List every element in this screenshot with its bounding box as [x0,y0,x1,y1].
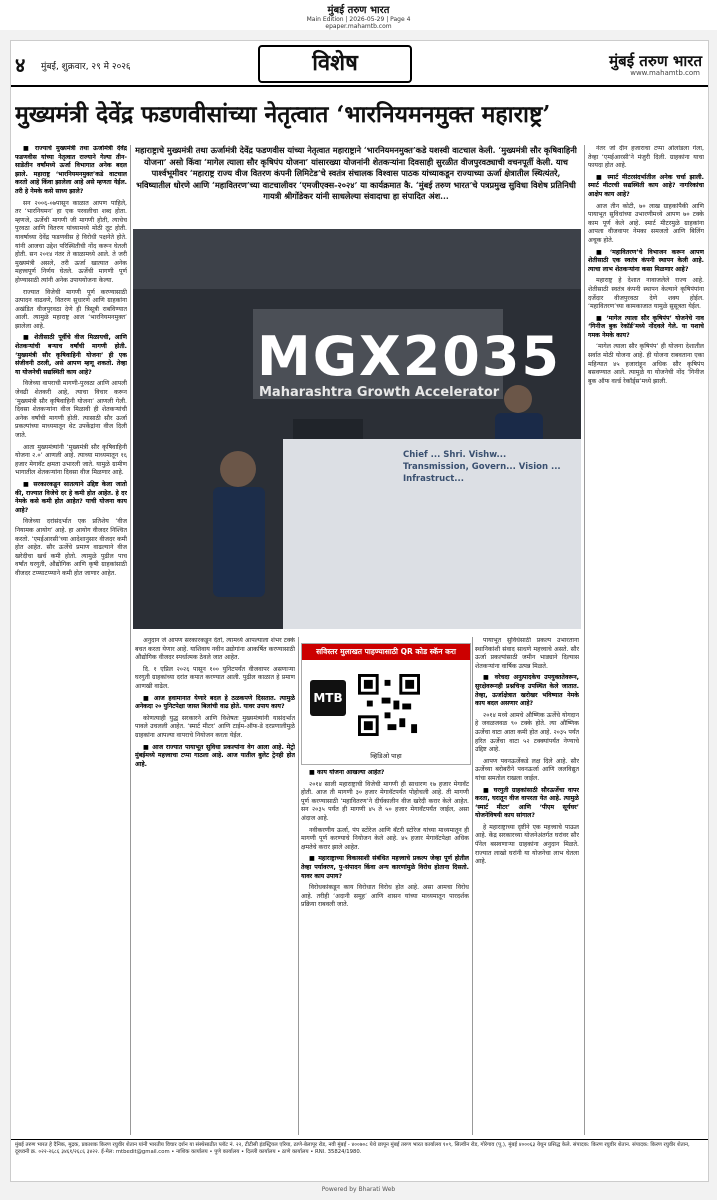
column-divider [584,145,585,1135]
answer-paragraph: ‘मागेल त्याला सौर कृषिपंप’ ही योजना देशातील सर्वात मोठी योजना आहे. ही योजना राबवताना एका महिन्यात ४५ हजारांहून अधिक सौर कृषिपंप बसवण्यात आले. त्यामुळे या योजनेची नोंद ‘गिनीज बुक ऑफ वर्ल्ड रेकॉर्ड्स’मध्ये झाली. [588,343,704,385]
answer-paragraph: नंतर जो दीन हजाराचा टप्पा ओलांडला गेला, तेव्हा ‘एमईआरसी’ने मंजुरी दिली. ग्राहकांना याचा फायदा होत आहे. [588,145,704,170]
date-line: मुंबई, शुक्रवार, २९ मे २०२६ [41,62,131,72]
answer-paragraph: हे महाराष्ट्राच्या दृष्टीने एक महत्त्वाचे पाऊल आहे. केंद्र सरकारच्या योजनेअंतर्गत घरांवर सौर पॅनेल बसवणाऱ्या ग्राहकांना अनुदान मिळते. राज्यात लाखो घरांनी या योजनेचा लाभ घेतला आहे. [475,823,579,866]
page-header [11,41,708,87]
interview-question: ■ स्मार्ट मीटरसंदर्भातील अनेक चर्चा झाली. स्मार्ट मीटरची सद्यस्थिती काय आहे? नागरिकांचा आक्षेप काय आहे? [588,174,704,200]
newspaper-page [10,40,709,1182]
answer-paragraph: महाराष्ट्र हे देशात नावाजलेले राज्य आहे. शेतीसाठी स्वतंत्र कंपनी स्थापन केल्याने कृषिपंपांना दर्जेदार वीजपुरवठा देणे शक्य होईल. ‘महावितरण’च्या कामकाजात यामुळे सुसूत्रता येईल. [588,277,704,311]
answer-paragraph: विजेच्या दरांसंदर्भात एक प्रतिशेय ‘वीज नियामक आयोग’ आहे. हा आयोग वीजदर निश्चित करतो. ‘एमईआरसी’च्या आदेशानुसार वीजदर कमी होत आहेत. सौर ऊर्जेचे प्रमाण वाढल्याने वीज खरेदीचा खर्च कमी होतो. त्यामुळे पुढील पाच वर्षांत घरगुती, औद्योगिक आणि कृषी ग्राहकांसाठी वीजदर टप्प्याटप्प्याने कमी होत जाणार आहेत. [15,518,127,577]
interview-question: ■ सरकारकडून सातत्याने उद्दिष्ट केला जातो की, राज्यात विजेचे दर हे कमी होत आहेत. हे दर नेमके कसे कमी होत आहेत? याची योजना काय आहे? [15,481,127,515]
column-2b [301,769,469,1135]
event-photo [133,229,581,629]
answer-paragraph: २०१४ साली महाराष्ट्राची विजेची मागणी ही साधारण १७ हजार मेगावॅट होती. आज ती मागणी ३० हजार मेगावॅटपर्यंत पोहोचली आहे. ती मागणी पूर्ण करण्यासाठी ‘महावितरण’ने दीर्घकालीन वीज खरेदी करार केले आहेत. सन २०३५ पर्यंत ही मागणी ४५ ते ५० हजार मेगावॅटपर्यंत जाईल, असा अंदाज आहे. [301,780,469,822]
brand-url: www.mahamtb.com [630,69,700,77]
qr-title: सविस्तर मुलाखत पाहण्यासाठी QR कोड स्कॅन करा [302,644,470,660]
qr-caption: व्हिडिओ पाहा [370,752,402,760]
qr-code-icon[interactable] [358,674,420,736]
interview-question: ■ आज राज्यात पायाभूत सुविधा प्रकल्पांना वेग आला आहे. मेट्रो मुंबईमध्ये महत्त्वाचा टप्पा गाठला आहे. आज यातील बुलेट ट्रेनही होत आहे. [135,744,295,770]
column-1 [15,145,127,1135]
viewer-top-bar [0,0,717,30]
event-subtitle: Maharashtra Growth Accelerator [259,385,500,400]
column-2a [135,637,295,1135]
answer-paragraph: दि. १ एप्रिल २०२६ पासून १०० युनिटपर्यंत वीजवापर असणाऱ्या घरगुती ग्राहकांच्या दरांत कपात करण्यात आली. पुढील काळात हे प्रमाण आणखी वाढेल. [135,665,295,690]
column-4 [588,145,704,1135]
header-rule [11,85,708,87]
column-divider [298,637,299,1135]
viewer-logo: मुंबई तरुण भारत [327,5,390,16]
answer-paragraph: सन २००६-०७पासून काळात आपण पाहिले, तर ‘भारनियमन’ हा एक परवलीचा शब्द होता. म्हणजे, ऊर्जेची मागणी जी मागणी होती, त्याचेच पुरवठा आणि वितरण यांच्यामध्ये मोठी तूट होती. यावर्षाच्या देवेंद्र फडणवीस हे विरोधी पक्षनेते होते. यांनी आजचा उद्देश परिस्थितीची नोंद करून घेतली होती. सन २०१४ नंतर ते काळामध्ये आले. ते जरी मुख्यमंत्री असले, तरी ऊर्जा खात्यात अनेक महत्त्वपूर्ण निर्णय घेतले. ऊर्जेची मागणी पूर्ण होण्यासाठी त्यांनी अनेक उपाययोजना केल्या. [15,199,127,284]
event-title: MGX2035 [257,325,561,388]
headline: मुख्यमंत्री देवेंद्र फडणवीसांच्या नेतृत्वात ‘भारनियमनमुक्त महाराष्ट्र’ [15,101,551,128]
edition-line: Main Edition | 2026-05-29 | Page 4 [306,16,411,23]
qr-promo-box[interactable] [301,643,471,765]
answer-paragraph: आता मुख्यमंत्र्यांनी ‘मुख्यमंत्री सौर कृषिवाहिनी योजना २.०’ आणली आहे. त्याच्या माध्यमातून १६ हजार मेगावॅट क्षमता उभारली जाते. यामुळे ग्रामीण भागातील शेतकऱ्यांना दिवसा वीज मिळणार आहे. [15,443,127,477]
epaper-link[interactable]: epaper.mahamtb.com [325,23,392,30]
column-divider [472,637,473,1135]
interview-question: ■ वरेचदा अनुत्पादकेच उपयुक्ततेवरून, सुरक्षेवरूनही प्रश्नचिन्ह उपस्थित केले जातात. तेव्हा, ऊर्जाक्षेत्रात खरोखर भविष्यात नेमके काय बदल असणार आहे? [475,674,579,708]
answer-paragraph: नवीकरणीय ऊर्जा, पंप स्टोरेज आणि बॅटरी स्टोरेज यांच्या माध्यमातून ही मागणी पूर्ण करण्याचे नियोजन केले आहे. ४५ हजार मेगावॅटपेक्षा अधिक क्षमतेचे करार झाले आहेत. [301,826,469,851]
interview-question: ■ शेतीसाठी पूर्वीचे वीज मिळायची, आणि शेतकऱ्यांची बऱ्याच वर्षांची मागणी होती. ‘मुख्यमंत्री सौर कृषिवाहिनी योजना’ ही एक संजीवनी ठरली, असे आपण म्हणू शकतो. तेव्हा या योजनेची सद्यस्थिती काय आहे? [15,334,127,377]
interview-question: ■ काय योजना आखल्या आहेत? [301,769,469,778]
imprint-footer: मुंबई तरुण भारत हे दैनिक, मुद्रक, प्रकाशक किरण रघुवीर शेतान यांनी भारतीय विचार दर्शन या संस्थेसाठीत प्लॉट नं. २२, टीटीसी इंडस्ट्रियल एरिया, ठाणे-बेलापूर रोड, नवी मुंबई - ४००७०८ येथे छापून मुंबई तरुण भारत कार्यालय १०९, सिल्वीन रोड, गोरेगाव (पू.), मुंबई ४०००६३ येथून प्रसिद्ध केले. संपादक: किरण रघुवीर शेतान. संपादक: किरण रघुवीर शेतान, दूरध्वनी क्र. ०२२-२६८६ ३४६१/२६८६ ३४२२. ई-मेल: mtbedit@gmail.com • नाशिक कार्यालय • पुणे कार्यालय • दिल्ली कार्यालय • ठाणे कार्यालय • RNI. 35824/1980. [11,1139,708,1181]
answer-paragraph: आज तीन कोटी, ७० लाख ग्राहकांपैकी आणि पायाभूत सुविधांच्या उभारणीमध्ये आपण ७० टक्के काम पूर्ण केले आहे. स्मार्ट मीटरमुळे ग्राहकांना आपला वीजवापर नेमका समजतो आणि बिलिंग अचूक होते. [588,202,704,244]
answer-paragraph: विजेच्या वापराची मागणी-पुरवठा आणि आपली जेवढी शेतकरी आहे, त्याचा विचार करून ‘मुख्यमंत्री सौर कृषिवाहिनी योजना’ आणली गेली. दिवसा शेतकऱ्यांना वीज मिळावी ही शेतकऱ्यांची अनेक वर्षांची मागणी होती. त्यासाठी सौर ऊर्जा प्रकल्पांच्या माध्यमातून थेट उपकेंद्रांना वीज दिली जाते. [15,380,127,439]
interview-question: ■ ‘मागेल त्याला सौर कृषिपंप’ योजनेचे नाव ‘गिनीज बुक रेकॉर्ड’मध्ये नोंदवले गेले. या यशाचे गमक नेमके काय? [588,315,704,341]
answer-paragraph: विरोधकांकडून काय विरोधात विरोध होत आहे. असा आमचा विरोध आहे. तरीही ‘अदानी समूह’ आणि शासन यांच्या माध्यमातून पारदर्शक प्रक्रिया राबवली जाते. [301,884,469,909]
answer-paragraph: पायाभूत सुविधेसाठी प्रकल्प उभारताना स्थानिकांशी संवाद साधणे महत्त्वाचे असते. सौर ऊर्जा प्रकल्पांसाठी जमीन भाड्याने दिल्यास शेतकऱ्यांना वार्षिक उत्पन्न मिळते. [475,637,579,670]
interview-question: ■ राज्याचे मुख्यमंत्री तथा ऊर्जामंत्री देवेंद्र फडणवीस यांच्या नेतृत्वात राज्याने गेल्या तीन-साडेतीन वर्षांमध्ये ऊर्जा विभागात अनेक बदल झाले. महाराष्ट्र ‘भारनियमनमुक्त’कडे वाटचाल करतो आहे किंवा झालेला आहे असे म्हणता येईल. तरी हे नेमके कसे साध्य झाले? [15,145,127,197]
interview-question: ■ ‘महावितरण’चे विभाजन करून आपण शेतीसाठी एक स्वतंत्र कंपनी स्थापन केली आहे. त्याचा लाभ शेतकऱ्यांना कसा मिळणार आहे? [588,249,704,275]
interview-question: ■ महाराष्ट्राच्या विकासाशी संबंधित महत्त्वाचे प्रकल्प जेव्हा पूर्ण होतील तेव्हा पर्यावरण, पु-संपादन किंवा अन्य कारणांमुळे विरोध होताना दिसतो. यावर काय उपाय? [301,855,469,881]
section-title: विशेष [258,45,412,83]
answer-paragraph: २०१४ मध्ये आमचे औष्णिक ऊर्जेचे योगदान हे जवळजवळ ९० टक्के होते. त्या औष्णिक ऊर्जेचा वाटा आता कमी होत आहे. २०३५ पर्यंत हरित ऊर्जेचा वाटा ५२ टक्क्यांपर्यंत नेण्याचे उद्दिष्ट आहे. [475,711,579,754]
mtb-badge: MTB [310,680,346,716]
column-divider [130,145,131,1135]
page-number: ४ [15,53,26,77]
answer-paragraph: अनुदान जे आपण सरकारकडून देतो, त्यामध्ये आपल्याला शंभर टक्के बचत करता येणार आहे. याशिवाय नवीन उद्योगांना आकर्षित करण्यासाठी औद्योगिक वीजदर स्पर्धात्मक ठेवले जात आहेत. [135,637,295,662]
column-3 [475,637,579,1135]
brand-logo: मुंबई तरुण भारत [609,52,702,70]
answer-paragraph: आपण पवनऊर्जेकडे लक्ष दिले आहे. सौर ऊर्जेच्या बरोबरीने पवनऊर्जा आणि जलविद्युत यांचा समतोल राखला जाईल. [475,757,579,782]
powered-by: Powered by Bharati Web [321,1186,396,1193]
interview-question: ■ आज हवामानात येणारे बदल हे ठळकपणे दिसतात. त्यामुळे अनेकदा २० युनिटपेक्षा जास्त बिलांची वाढ होते. यावर उपाय काय? [135,695,295,712]
article-intro: महाराष्ट्राचे मुख्यमंत्री तथा ऊर्जामंत्री देवेंद्र फडणवीस यांच्या नेतृत्वात महाराष्ट्राने ‘भारनियमनमुक्त’कडे यशस्वी वाटचाल केली. ‘मुख्यमंत्री सौर कृषिवाहिनी योजना’ असो किंवा ‘मागेल त्याला सौर कृषिपंप योजना’ यांसारख्या योजनांनी शेतकऱ्यांना दिवसाही सुरळीत वीजपुरवठ्याची वचनपूर्ती केली. याच पार्श्वभूमीवर ‘महाराष्ट्र राज्य वीज वितरण कंपनी लिमिटेड’चे स्वतंत्र संचालक विश्वास पाठक यांच्याकडून राज्याच्या ऊर्जा क्षेत्रातील स्थित्यंतरे, भविष्यातील धोरणे आणि ‘महावितरण’च्या वाटचालीवर ‘एमजीएक्स-२०२४’ या कार्यक्रमात कै. ‘मुंबई तरुण भारत’चे पत्रप्रमुख सुविधा विशेष प्रतिनिधी गायत्री श्रीगोंडेकर यांनी साधलेल्या संवादाचा हा संपादित अंश... [135,145,577,201]
interview-question: ■ घरगुती ग्राहकांसाठी सौरऊर्जेचा वापर करता, घरातून वीज वापरता येत आहे. त्यामुळे ‘स्मार्ट मीटर’ आणि ‘पीएम सूर्यघर’ योजनेविषयी काय सांगाल? [475,787,579,821]
stage-screen-text: Chief ... Shri. Vishw... Transmission, Govern... Vision ... Infrastruct... [403,450,561,484]
answer-paragraph: राज्यात विजेची मागणी पूर्ण करण्यासाठी उत्पादन वाढवणे, वितरण सुधारणे आणि ग्राहकांना अखंडित वीजपुरवठा देणे ही त्रिसूत्री राबविण्यात आली. त्यामुळे महाराष्ट्र आज ‘भारनियमनमुक्त’ झालेला आहे. [15,288,127,330]
answer-paragraph: कोणत्याही युद्ध सरकारने आणि विशेषतः मुख्यमंत्र्यांनी यासंदर्भात पावले उचलली आहेत. ‘स्मार्ट मीटर’ आणि टाईम-ऑफ-डे दरप्रणालीमुळे ग्राहकांना आपल्या वापराचे नियोजन करता येईल. [135,714,295,739]
